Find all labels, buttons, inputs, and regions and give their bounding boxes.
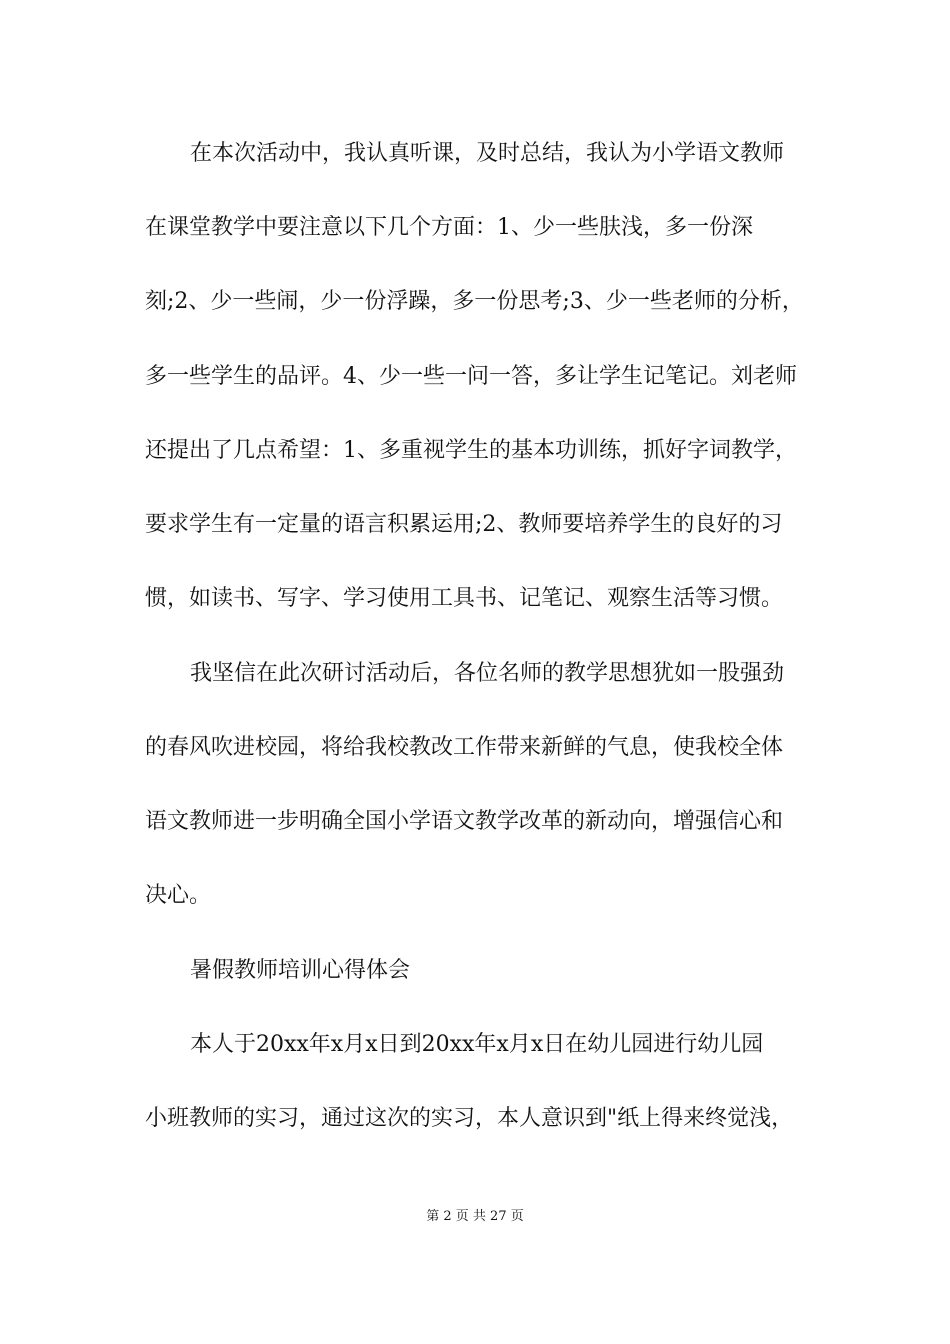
paragraph-line: 刻;2、少一些闹，少一份浮躁，多一份思考;3、少一些老师的分析， bbox=[145, 289, 804, 314]
paragraph-line: 多一些学生的品评。4、少一些一问一答，多让学生记笔记。刘老师 bbox=[145, 364, 797, 389]
paragraph-line: 决心。 bbox=[145, 883, 212, 908]
paragraph-line: 小班教师的实习，通过这次的实习，本人意识到"纸上得来终觉浅， bbox=[145, 1106, 794, 1131]
paragraph-line: 本人于20xx年x月x日到20xx年x月x日在幼儿园进行幼儿园 bbox=[190, 1032, 764, 1057]
paragraph-line: 在课堂教学中要注意以下几个方面：1、少一些肤浅，多一份深 bbox=[145, 215, 753, 240]
paragraph-line: 惯，如读书、写字、学习使用工具书、记笔记、观察生活等习惯。 bbox=[145, 586, 784, 611]
page-number-label: 第 2 页 共 27 页 bbox=[426, 1209, 524, 1224]
paragraph-line: 还提出了几点希望：1、多重视学生的基本功训练，抓好字词教学， bbox=[145, 438, 797, 463]
paragraph-line: 我坚信在此次研讨活动后，各位名师的教学思想犹如一股强劲 bbox=[190, 661, 785, 686]
paragraph-line: 语文教师进一步明确全国小学语文教学改革的新动向，增强信心和 bbox=[145, 809, 784, 834]
paragraph-line: 要求学生有一定量的语言积累运用;2、教师要培养学生的良好的习 bbox=[145, 512, 783, 537]
paragraph-line: 在本次活动中，我认真听课，及时总结，我认为小学语文教师 bbox=[190, 141, 785, 166]
page-footer bbox=[0, 1208, 950, 1226]
paragraph-line: 的春风吹进校园，将给我校教改工作带来新鲜的气息，使我校全体 bbox=[145, 735, 784, 760]
section-heading: 暑假教师培训心得体会 bbox=[190, 958, 411, 983]
